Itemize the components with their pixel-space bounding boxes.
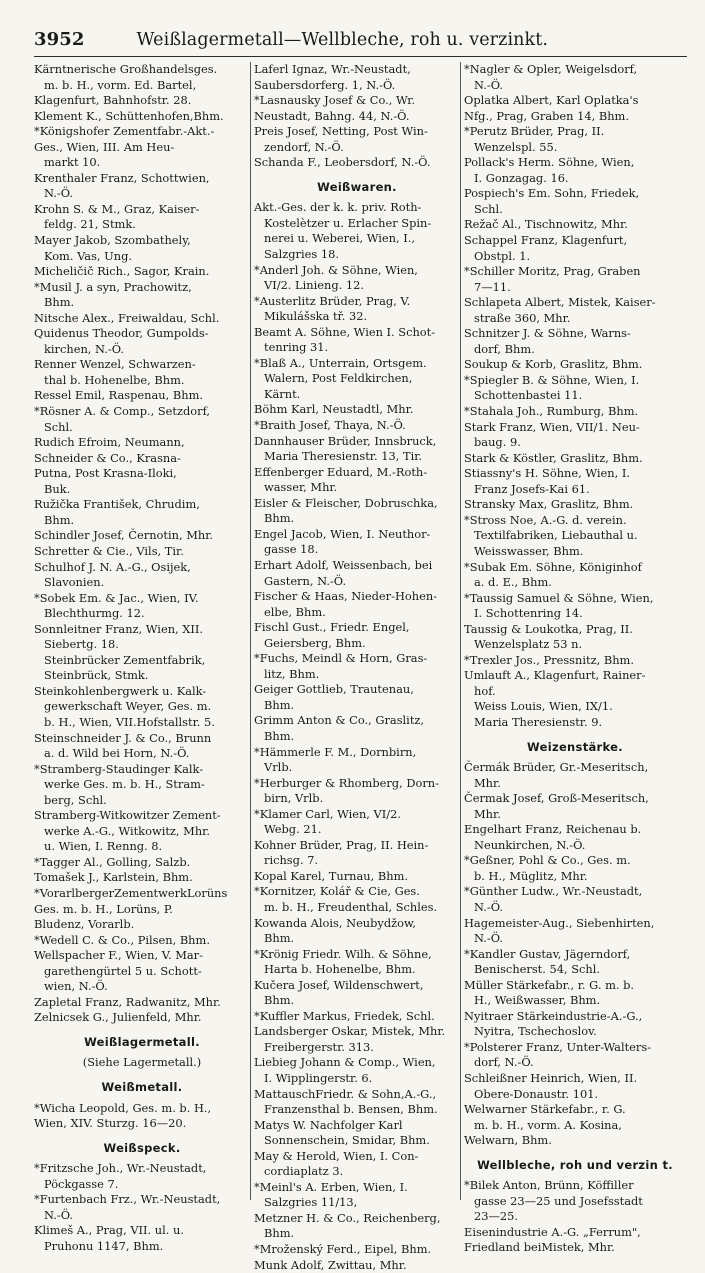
entry-line: Bhm. (44, 512, 75, 527)
entry-line: Müller Stärkefabr., r. G. m. b. (464, 977, 635, 992)
entry-line: Umlauft A., Klagenfurt, Rainer- (464, 668, 646, 683)
entry-line: Schleißner Heinrich, Wien, II. (464, 1071, 638, 1085)
entry-line: *Königshofer Zementfabr.-Akt.- (34, 124, 215, 139)
entry-line: Fischl Gust., Friedr. Engel, (254, 620, 410, 635)
entry-line: Steinbrück, Stmk. (44, 668, 149, 683)
entry-line: Schnitzer J. & Söhne, Warns- (464, 326, 631, 341)
entry-line: Steinkohlenbergwerk u. Kalk- (34, 683, 207, 698)
entry-line: Klagenfurt, Bahnhofstr. 28. (34, 93, 192, 108)
entry-list (34, 62, 250, 1026)
entry-list (464, 760, 686, 1149)
entry-line: VI/2. Linieng. 12. (264, 278, 364, 293)
entry-line: wasser, Mhr. (264, 480, 338, 495)
entry-line: Metzner H. & Co., Reichenberg, (254, 1210, 441, 1225)
entry-line: MattauschFriedr. & Sohn,A.-G., (254, 1086, 437, 1101)
entry-line: garethengürtel 5 u. Schott- (44, 963, 202, 978)
entry-line: N.-Ö. (44, 186, 73, 201)
entry-line: Franzensthal b. Bensen, Bhm. (264, 1102, 438, 1117)
entry-line: Freibergerstr. 313. (264, 1039, 374, 1054)
entry-line: dorf, N.-Ö. (474, 1055, 534, 1070)
entry-line: Schlapeta Albert, Mistek, Kaiser- (464, 295, 656, 310)
entry-line: Benischerst. 54, Schl. (474, 962, 601, 977)
entry-line: Stransky Max, Graslitz, Bhm. (464, 497, 634, 512)
section-heading: Wellbleche, roh und verzin t. (477, 1157, 673, 1172)
entry-line: Fischer & Haas, Nieder-Hohen- (254, 589, 438, 604)
entry-line: Slavonien. (44, 575, 105, 590)
entry-line: b. H., Müglitz, Mhr. (474, 868, 588, 883)
entry-line: Effenberger Eduard, M.-Roth- (254, 464, 428, 479)
entry-line: *Perutz Brüder, Prag, II. (464, 124, 605, 139)
entry-line: baug. 9. (474, 435, 521, 450)
entry-line: Ges., Wien, III. Am Heu- (34, 139, 175, 154)
entry-line: Engel Jacob, Wien, I. Neuthor- (254, 526, 431, 541)
entry-line: 23—25. (474, 1209, 518, 1224)
entry-line: Nyitraer Stärkeindustrie-A.-G., (464, 1008, 643, 1023)
entry-line: *Furtenbach Frz., Wr.-Neustadt, (34, 1192, 221, 1207)
entry-line: Weisswasser, Bhm. (474, 543, 584, 558)
entry-line: Ružička František, Chrudim, (34, 497, 200, 512)
entry-line: werke Ges. m. b. H., Stram- (44, 777, 205, 792)
entry-line: straße 360, Mhr. (474, 310, 571, 325)
entry-line: Ges. m. b. H., Lorüns, P. (34, 901, 173, 916)
entry-line: kirchen, N.-Ö. (44, 341, 125, 356)
entry-line: Stiassny's H. Söhne, Wien, I. (464, 466, 630, 481)
entry-line: Obere-Donaustr. 101. (474, 1086, 599, 1101)
entry-line: *Taussig Samuel & Söhne, Wien, (464, 590, 654, 605)
entry-line: Wellspacher F., Wien, V. Mar- (34, 948, 203, 963)
entry-line: m. b. H., vorm. A. Kosina, (474, 1117, 622, 1132)
entry-line: *Blaß A., Unterrain, Ortsgem. (254, 355, 427, 370)
entry-line: Steinschneider J. & Co., Brunn (34, 730, 212, 745)
entry-line: Munk Adolf, Zwittau, Mhr. (254, 1257, 407, 1272)
entry-line: Neustadt, Bahng. 44, N.-Ö. (254, 108, 410, 123)
section-heading: Weißspeck. (103, 1140, 181, 1155)
entry-line: Salzgries 11/13, (264, 1195, 358, 1210)
entry-line: Ressel Emil, Raspenau, Bhm. (34, 388, 203, 403)
entry-line: *Günther Ludw., Wr.-Neustadt, (464, 884, 643, 899)
entry-list (254, 62, 460, 171)
entry-line: Pospiech's Em. Sohn, Friedek, (464, 186, 640, 201)
entry-line: Matys W. Nachfolger Karl (254, 1117, 403, 1132)
entry-line: I. Gonzagag. 16. (474, 170, 569, 185)
entry-line: Schanda F., Leobersdorf, N.-Ö. (254, 155, 431, 170)
entry-line: N.-Ö. (474, 931, 503, 946)
entry-line: Webg. 21. (264, 822, 322, 837)
entry-line: Bhm. (264, 1226, 295, 1241)
entry-line: Oplatka Albert, Karl Oplatka's (464, 93, 639, 108)
entry-line: cordiaplatz 3. (264, 1164, 344, 1179)
entry-line: *Schiller Moritz, Prag, Graben (464, 264, 641, 279)
page-number: 3952 (34, 29, 85, 50)
entry-line: Schneider & Co., Krasna- (34, 450, 181, 465)
entry-line: Schl. (474, 201, 503, 216)
entry-line: Eisenindustrie A.-G. „Ferrum", (464, 1224, 641, 1239)
entry-line: Wenzelsplatz 53 n. (474, 637, 583, 652)
entry-line: Sonnenschein, Smidar, Bhm. (264, 1133, 430, 1148)
entry-line: *Mroženský Ferd., Eipel, Bhm. (254, 1242, 432, 1257)
entry-line: Čermak Josef, Groß-Meseritsch, (464, 791, 649, 806)
entry-list (34, 1101, 250, 1132)
entry-line: Eisler & Fleischer, Dobruschka, (254, 495, 438, 510)
entry-line: 7—11. (474, 279, 511, 294)
entry-line: *Bilek Anton, Brünn, Köffiller (464, 1178, 634, 1193)
entry-line: Obstpl. 1. (474, 248, 531, 263)
entry-line: Sonnleitner Franz, Wien, XII. (34, 621, 203, 636)
entry-line: Akt.-Ges. der k. k. priv. Roth- (254, 200, 422, 215)
entry-line: *Stramberg-Staudinger Kalk- (34, 761, 204, 776)
entry-line: Maria Theresienstr. 13, Tir. (264, 449, 423, 464)
entry-line: *Klamer Carl, Wien, VI/2. (254, 806, 401, 821)
entry-line: a. d. Wild bei Horn, N.-Ö. (44, 746, 190, 761)
entry-line: markt 10. (44, 155, 101, 170)
entry-line: m. b. H., Freudenthal, Schles. (264, 899, 438, 914)
entry-line: Schindler Josef, Černotin, Mhr. (34, 528, 214, 543)
entry-line: *Austerlitz Brüder, Prag, V. (254, 293, 411, 308)
entry-line: Stark Franz, Wien, VII/1. Neu- (464, 419, 640, 434)
entry-line: Kärnt. (264, 386, 301, 401)
entry-line: Renner Wenzel, Schwarzen- (34, 357, 196, 372)
entry-line: *Hämmerle F. M., Dornbirn, (254, 744, 417, 759)
entry-line: Engelhart Franz, Reichenau b. (464, 822, 642, 837)
entry-line: berg, Schl. (44, 792, 107, 807)
column-3 (464, 62, 686, 1255)
entry-line: *Stross Noe, A.-G. d. verein. (464, 512, 627, 527)
entry-line: Pollack's Herm. Söhne, Wien, (464, 155, 635, 170)
entry-line: Gastern, N.-Ö. (264, 573, 347, 588)
page-title: Weißlagermetall—Wellbleche, roh u. verzinkt. (136, 30, 549, 50)
entry-line: Bludenz, Vorarlb. (34, 917, 135, 932)
entry-line: *Krönig Friedr. Wilh. & Söhne, (254, 946, 432, 961)
entry-line: *Wicha Leopold, Ges. m. b. H., (34, 1100, 212, 1115)
entry-line: *Meinl's A. Erben, Wien, I. (254, 1179, 408, 1194)
entry-line: *Rösner A. & Comp., Setzdorf, (34, 404, 211, 419)
entry-line: *Fritzsche Joh., Wr.-Neustadt, (34, 1161, 207, 1176)
entry-line: Mikulášska tř. 32. (264, 309, 368, 324)
entry-line: Čermák Brüder, Gr.-Meseritsch, (464, 760, 649, 775)
header-rule (34, 56, 687, 57)
entry-line: Welwarner Stärkefabr., r. G. (464, 1102, 626, 1117)
entry-line: Landsberger Oskar, Mistek, Mhr. (254, 1024, 446, 1039)
entry-list (464, 62, 686, 731)
entry-line: *Stahala Joh., Rumburg, Bhm. (464, 404, 639, 419)
entry-line: tenring 31. (264, 340, 329, 355)
entry-line: gasse 18. (264, 542, 319, 557)
entry-line: Friedland beiMistek, Mhr. (464, 1240, 615, 1255)
entry-list (464, 1178, 686, 1256)
entry-line: *Fuchs, Meindl & Horn, Gras- (254, 651, 428, 666)
entry-line: Kopal Karel, Turnau, Bhm. (254, 868, 408, 883)
section-heading: Weizenstärke. (527, 739, 623, 754)
entry-line: Salzgries 18. (264, 247, 339, 262)
column-2 (254, 62, 460, 1272)
entry-line: Krenthaler Franz, Schottwien, (34, 170, 210, 185)
entry-line: Pöckgasse 7. (44, 1176, 119, 1191)
entry-line: Bhm. (264, 993, 295, 1008)
entry-line: Nyitra, Tschechoslov. (474, 1024, 597, 1039)
entry-line: Schappel Franz, Klagenfurt, (464, 233, 628, 248)
entry-line: Micheličič Rich., Sagor, Krain. (34, 264, 210, 279)
entry-line: *Subak Em. Söhne, Königinhof (464, 559, 642, 574)
entry-line: *Kuffler Markus, Friedek, Schl. (254, 1008, 435, 1023)
entry-line: May & Herold, Wien, I. Con- (254, 1148, 419, 1163)
entry-line: a. d. E., Bhm. (474, 575, 552, 590)
entry-line: Hagemeister-Aug., Siebenhirten, (464, 915, 655, 930)
entry-line: Schl. (44, 419, 73, 434)
entry-line: *Nagler & Opler, Weigelsdorf, (464, 62, 638, 76)
entry-line: litz, Bhm. (264, 666, 320, 681)
entry-line: Klimeš A., Prag, VII. ul. u. (34, 1223, 184, 1238)
entry-line: feldg. 21, Stmk. (44, 217, 136, 232)
entry-line: Schretter & Cie., Vils, Tir. (34, 543, 184, 558)
section-heading: Weißmetall. (101, 1080, 183, 1094)
entry-line: Wenzelspl. 55. (474, 139, 558, 154)
entry-line: Erhart Adolf, Weissenbach, bei (254, 557, 433, 572)
entry-line: Quidenus Theodor, Gumpolds- (34, 326, 209, 341)
entry-line: Mhr. (474, 775, 501, 790)
column-1 (34, 62, 250, 1253)
entry-line: Tomašek J., Karlstein, Bhm. (34, 870, 193, 885)
entry-line: Zapletal Franz, Radwanitz, Mhr. (34, 994, 221, 1009)
entry-line: Böhm Karl, Neustadtl, Mhr. (254, 402, 414, 417)
entry-line: *Tagger Al., Golling, Salzb. (34, 854, 191, 869)
entry-line: Kärntnerische Großhandelsges. (34, 62, 218, 76)
entry-line: b. H., Wien, VII.Hofstallstr. 5. (44, 714, 215, 729)
entry-line: Vrlb. (264, 760, 293, 775)
entry-line: Soukup & Korb, Graslitz, Bhm. (464, 357, 643, 372)
entry-line: gewerkschaft Weyer, Ges. m. (44, 699, 212, 714)
entry-line: Bhm. (264, 728, 295, 743)
entry-line: Pruhonu 1147, Bhm. (44, 1238, 164, 1253)
entry-line: *Kornitzer, Kolář & Cie, Ges. (254, 884, 420, 899)
entry-line: Kučera Josef, Wildenschwert, (254, 977, 424, 992)
entry-line: *Lasnausky Josef & Co., Wr. (254, 93, 416, 108)
entry-line: m. b. H., vorm. Ed. Bartel, (44, 77, 197, 92)
entry-line: *Sobek Em. & Jac., Wien, IV. (34, 590, 199, 605)
entry-line: I. Schottenring 14. (474, 606, 583, 621)
column-divider (250, 62, 251, 1200)
entry-line: Bhm. (264, 931, 295, 946)
entry-line: Rudich Efroim, Neumann, (34, 435, 185, 450)
entry-line: Krohn S. & M., Graz, Kaiser- (34, 201, 200, 216)
entry-line: Stark & Köstler, Graslitz, Bhm. (464, 450, 643, 465)
entry-line: richsg. 7. (264, 853, 319, 868)
entry-line: Walern, Post Feldkirchen, (264, 371, 413, 386)
entry-line: u. Wien, I. Renng. 8. (44, 839, 163, 854)
entry-line: Beamt A. Söhne, Wien I. Schot- (254, 324, 436, 339)
page-header (34, 16, 685, 50)
entry-line: Kostelètzer u. Erlacher Spin- (264, 215, 432, 230)
entry-line: Stramberg-Witkowitzer Zement- (34, 808, 221, 823)
entry-line: *Braith Josef, Thaya, N.-Ö. (254, 418, 406, 433)
entry-line: Kowanda Alois, Neubydžow, (254, 915, 417, 930)
entry-line: Nitsche Alex., Freiwaldau, Schl. (34, 310, 220, 325)
section-heading: Weißlagermetall. (84, 1034, 200, 1049)
entry-line: *VorarlbergerZementwerkLorüns (34, 885, 228, 900)
entry-line: *Trexler Jos., Pressnitz, Bhm. (464, 652, 634, 667)
entry-line: Textilfabriken, Liebauthal u. (474, 528, 638, 543)
entry-line: Mayer Jakob, Szombathely, (34, 233, 191, 248)
entry-line: Blechthurmg. 12. (44, 606, 145, 621)
entry-line: *Musil J. a syn, Prachowitz, (34, 279, 192, 294)
entry-line: Taussig & Loukotka, Prag, II. (464, 621, 633, 636)
entry-line: Franz Josefs-Kai 61. (474, 481, 590, 496)
entry-line: Neunkirchen, N.-Ö. (474, 837, 586, 852)
entry-line: Kohner Brüder, Prag, II. Hein- (254, 837, 429, 852)
entry-line: N.-Ö. (44, 1207, 73, 1222)
entry-line: Liebieg Johann & Comp., Wien, (254, 1055, 436, 1070)
entry-line: *Wedell C. & Co., Pilsen, Bhm. (34, 932, 210, 947)
entry-line: Nfg., Prag, Graben 14, Bhm. (464, 108, 629, 123)
entry-line: Geiersberg, Bhm. (264, 635, 366, 650)
entry-line: Weiss Louis, Wien, IX/1. (474, 699, 613, 714)
entry-line: *Herburger & Rhomberg, Dorn- (254, 775, 439, 790)
entry-line: Grimm Anton & Co., Graslitz, (254, 713, 425, 728)
entry-line: birn, Vrlb. (264, 791, 324, 806)
entry-line: N.-Ö. (474, 77, 503, 92)
entry-line: *Polsterer Franz, Unter-Walters- (464, 1039, 652, 1054)
entry-line: Buk. (44, 481, 71, 496)
entry-line: H., Weißwasser, Bhm. (474, 993, 601, 1008)
entry-line: gasse 23—25 und Josefsstadt (474, 1193, 643, 1208)
entry-line: Wien, XIV. Sturzg. 16—20. (34, 1116, 187, 1131)
entry-line: Schulhof J. N. A.-G., Osijek, (34, 559, 191, 574)
entry-line: Klement K., Schüttenhofen,Bhm. (34, 108, 224, 123)
entry-line: I. Wipplingerstr. 6. (264, 1071, 373, 1085)
entry-line: Maria Theresienstr. 9. (474, 714, 603, 729)
section-reference: (Siehe Lagermetall.) (82, 1055, 202, 1070)
entry-line: Bhm. (264, 511, 295, 526)
entry-line: N.-Ö. (474, 899, 503, 914)
entry-line: Putna, Post Krasna-Iloki, (34, 466, 177, 481)
entry-line: *Geßner, Pohl & Co., Ges. m. (464, 853, 631, 868)
entry-line: Režač Al., Tischnowitz, Mhr. (464, 217, 628, 232)
entry-line: Steinbrücker Zementfabrik, (44, 652, 206, 667)
entry-line: Harta b. Hohenelbe, Bhm. (264, 962, 416, 977)
entry-line: Laferl Ignaz, Wr.-Neustadt, (254, 62, 411, 76)
entry-line: hof. (474, 683, 496, 698)
entry-line: werke A.-G., Witkowitz, Mhr. (44, 823, 210, 838)
entry-line: dorf, Bhm. (474, 341, 535, 356)
entry-line: Bhm. (264, 697, 295, 712)
entry-list (254, 200, 460, 1273)
entry-line: Schottenbastei 11. (474, 388, 583, 403)
entry-line: Bhm. (44, 295, 75, 310)
column-divider (460, 62, 461, 1200)
entry-line: *Anderl Joh. & Söhne, Wien, (254, 262, 418, 277)
entry-line: Siebertg. 18. (44, 637, 119, 652)
entry-line: Saubersdorferg. 1, N.-Ö. (254, 77, 396, 92)
entry-line: Kom. Vas, Ung. (44, 248, 133, 263)
section-heading: Weißwaren. (317, 179, 397, 194)
entry-line: wien, N.-Ö. (44, 979, 108, 994)
entry-line: Mhr. (474, 806, 501, 821)
entry-line: Zelnicsek G., Julienfeld, Mhr. (34, 1010, 202, 1025)
entry-line: zendorf, N.-Ö. (264, 139, 344, 154)
entry-line: elbe, Bhm. (264, 604, 326, 619)
entry-line: thal b. Hohenelbe, Bhm. (44, 372, 185, 387)
entry-line: Geiger Gottlieb, Trautenau, (254, 682, 414, 697)
entry-line: Dannhauser Brüder, Innsbruck, (254, 433, 437, 448)
entry-line: nerei u. Weberei, Wien, I., (264, 231, 415, 246)
entry-line: *Kandler Gustav, Jägerndorf, (464, 946, 631, 961)
entry-line: *Spiegler B. & Söhne, Wien, I. (464, 372, 640, 387)
entry-line: Welwarn, Bhm. (464, 1133, 552, 1148)
entry-line: Preis Josef, Netting, Post Win- (254, 124, 428, 139)
